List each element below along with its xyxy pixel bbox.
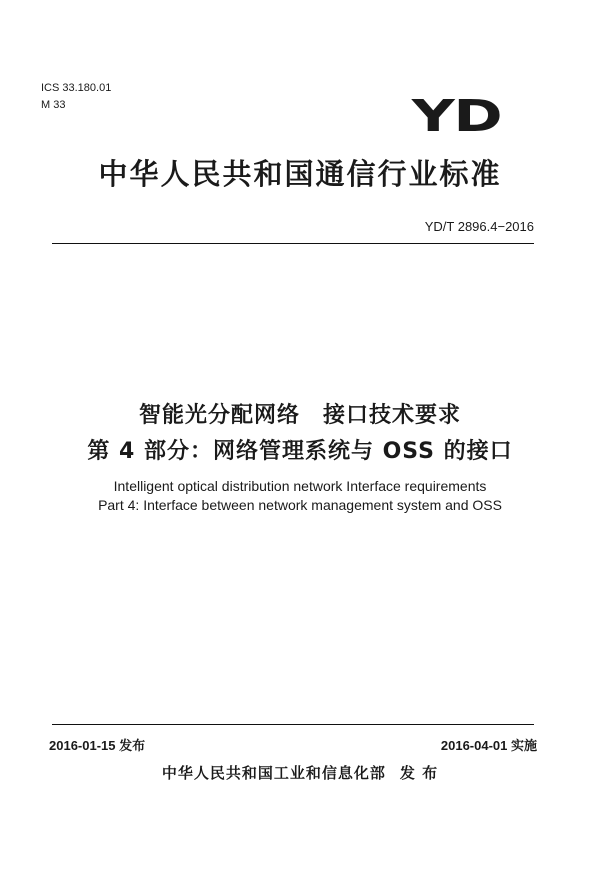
yd-logo: YD	[411, 91, 501, 142]
issuing-authority	[0, 762, 600, 783]
title-en-line2: Part 4: Interface between network management system and OSS	[98, 497, 502, 513]
standard-number: YD/T 2896.4−2016	[424, 219, 534, 234]
issuer-action: 发 布	[399, 764, 439, 782]
ics-code: ICS 33.180.01	[41, 82, 112, 94]
issue-date: 2016-01-15 发布	[49, 738, 146, 753]
ccs-code: M 33	[41, 99, 66, 111]
title-cn-line1: 智能光分配网络 接口技术要求	[138, 403, 461, 428]
standard-category-title: 中华人民共和国通信行业标准	[98, 157, 502, 191]
bottom-divider	[52, 724, 534, 725]
title-cn-line2: 第 4 部分：网络管理系统与 OSS 的接口	[87, 439, 513, 464]
title-en-line1: Intelligent optical distribution network Interface requirements	[113, 478, 487, 494]
issuer-name: 中华人民共和国工业和信息化部	[161, 764, 386, 782]
ics-classification	[41, 80, 111, 114]
top-divider	[52, 243, 534, 244]
implementation-date: 2016-04-01 实施	[440, 738, 537, 753]
